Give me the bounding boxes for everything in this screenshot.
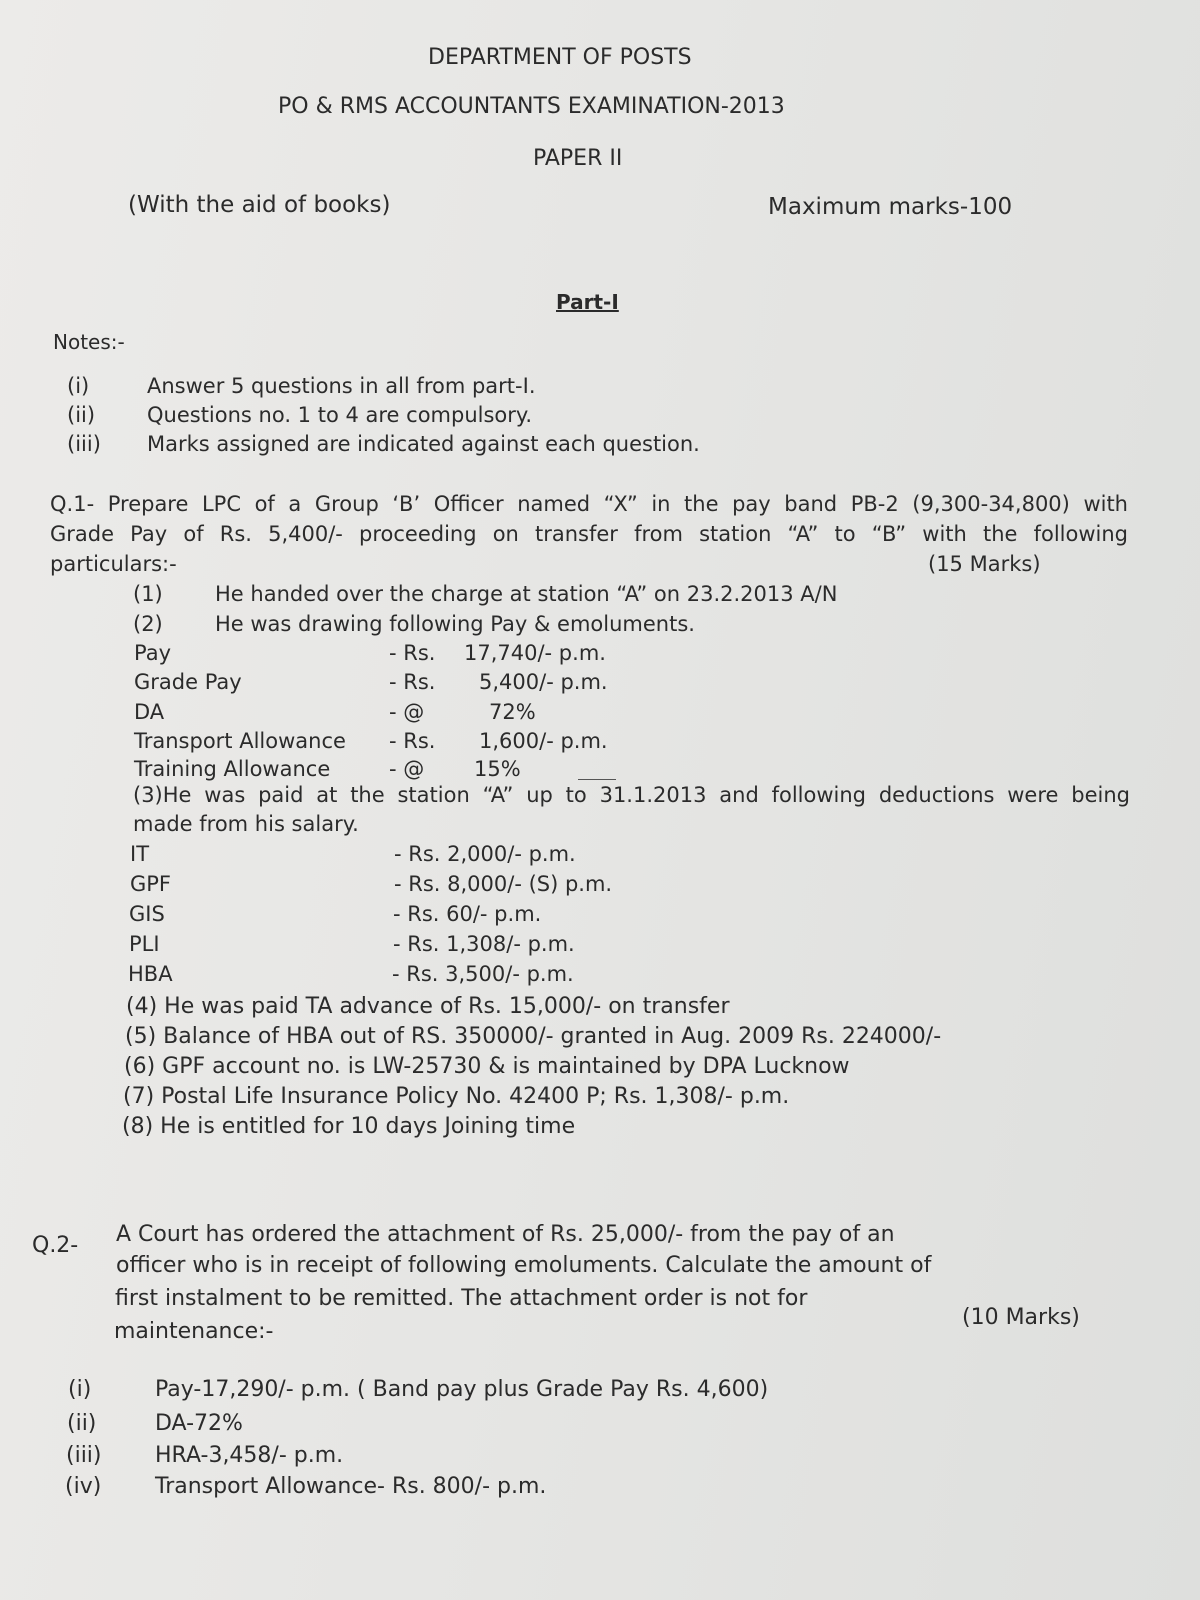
exam-title: PO & RMS ACCOUNTANTS EXAMINATION-2013	[278, 94, 785, 119]
aid-note: (With the aid of books)	[128, 192, 391, 218]
emolument-row: DA - @ 72%	[134, 700, 536, 724]
q1-particular: (5) Balance of HBA out of RS. 350000/- granted in Aug. 2009 Rs. 224000/-	[125, 1024, 942, 1049]
part-heading: Part-I	[556, 290, 619, 314]
note-item: (iii) Marks assigned are indicated against each question.	[67, 432, 700, 456]
q2-text-line: first instalment to be remitted. The attachment order is not for	[115, 1286, 808, 1311]
deduction-row: PLI - Rs. 1,308/- p.m.	[129, 932, 575, 956]
note-item: (ii) Questions no. 1 to 4 are compulsory.	[67, 403, 533, 427]
q2-item: (iv) Transport Allowance- Rs. 800/- p.m.	[65, 1474, 547, 1499]
q1-particular: (4) He was paid TA advance of Rs. 15,000/- on transfer	[126, 994, 730, 1019]
q1-text-line: Grade Pay of Rs. 5,400/- proceeding on transfer from station “A” to “B” with the following	[50, 522, 1128, 546]
pen-stroke	[578, 779, 616, 780]
q1-particular: (7) Postal Life Insurance Policy No. 42400 P; Rs. 1,308/- p.m.	[123, 1084, 790, 1109]
q1-particular: made from his salary.	[133, 812, 359, 836]
deduction-row: GIS - Rs. 60/- p.m.	[129, 902, 542, 926]
paper-title: PAPER II	[533, 146, 623, 171]
note-item: (i) Answer 5 questions in all from part-I.	[67, 374, 536, 398]
q1-marks: (15 Marks)	[928, 552, 1041, 576]
emolument-row: Transport Allowance - Rs. 1,600/- p.m.	[134, 729, 608, 753]
q1-particular: (2) He was drawing following Pay & emoluments.	[133, 612, 695, 636]
max-marks: Maximum marks-100	[768, 194, 1013, 220]
q2-item: (i) Pay-17,290/- p.m. ( Band pay plus Grade Pay Rs. 4,600)	[68, 1377, 769, 1402]
deduction-row: GPF - Rs. 8,000/- (S) p.m.	[130, 872, 613, 896]
deduction-row: IT - Rs. 2,000/- p.m.	[130, 842, 576, 866]
q2-item: (ii) DA-72%	[67, 1411, 243, 1436]
q1-text-line: Q.1- Prepare LPC of a Group ‘B’ Officer named “X” in the pay band PB-2 (9,300-34,800) with	[50, 492, 1128, 516]
q2-text-line: A Court has ordered the attachment of Rs. 25,000/- from the pay of an	[116, 1222, 895, 1247]
q2-marks: (10 Marks)	[962, 1305, 1080, 1330]
q2-label: Q.2-	[32, 1233, 79, 1258]
deduction-row: HBA - Rs. 3,500/- p.m.	[128, 962, 574, 986]
department-title: DEPARTMENT OF POSTS	[428, 45, 692, 70]
q2-text-line: maintenance:-	[114, 1319, 274, 1344]
emolument-row: Pay - Rs. 17,740/- p.m.	[134, 641, 606, 665]
q2-item: (iii) HRA-3,458/- p.m.	[66, 1443, 344, 1468]
q2-text-line: officer who is in receipt of following emoluments. Calculate the amount of	[116, 1253, 932, 1278]
q1-particular: (3)He was paid at the station “A” up to 31.1.2013 and following deductions were being	[133, 783, 1130, 807]
q1-particular: (8) He is entitled for 10 days Joining time	[122, 1114, 576, 1139]
notes-title: Notes:-	[53, 330, 125, 354]
emolument-row: Training Allowance - @ 15%	[134, 757, 521, 781]
emolument-row: Grade Pay - Rs. 5,400/- p.m.	[134, 670, 608, 694]
q1-particular: (6) GPF account no. is LW-25730 & is maintained by DPA Lucknow	[124, 1054, 850, 1079]
q1-particular: (1) He handed over the charge at station “A” on 23.2.2013 A/N	[133, 582, 838, 606]
q1-text-line: particulars:-	[50, 552, 177, 576]
